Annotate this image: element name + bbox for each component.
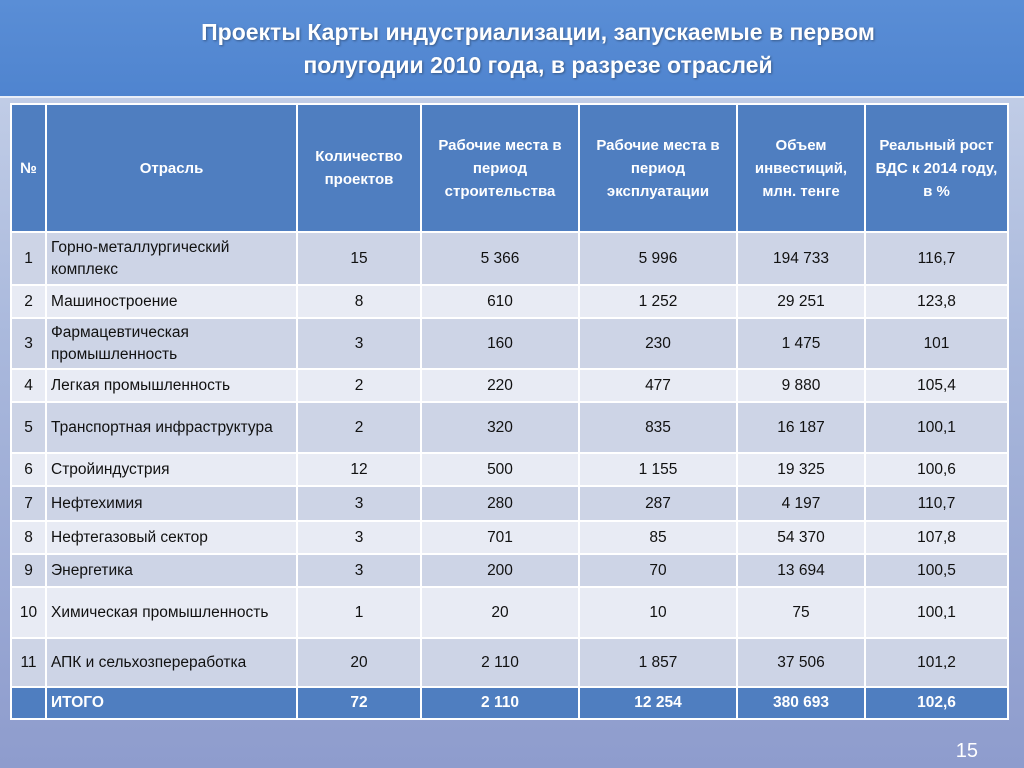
cell-num: 8 xyxy=(11,521,46,554)
total-jobs-operation: 12 254 xyxy=(579,687,737,719)
cell-projects: 3 xyxy=(297,521,421,554)
cell-num: 1 xyxy=(11,232,46,285)
cell-projects: 2 xyxy=(297,402,421,453)
cell-projects: 15 xyxy=(297,232,421,285)
cell-jobs-operation: 1 857 xyxy=(579,638,737,687)
cell-projects: 2 xyxy=(297,369,421,402)
header-jobs-construction: Рабочие места в период строительства xyxy=(421,104,579,232)
cell-sector: Энергетика xyxy=(46,554,297,587)
cell-gva-growth: 107,8 xyxy=(865,521,1008,554)
cell-jobs-construction: 5 366 xyxy=(421,232,579,285)
cell-investment: 1 475 xyxy=(737,318,865,369)
cell-sector: Фармацевтическая промышленность xyxy=(46,318,297,369)
cell-jobs-construction: 200 xyxy=(421,554,579,587)
cell-sector: Машиностроение xyxy=(46,285,297,318)
cell-gva-growth: 110,7 xyxy=(865,486,1008,521)
cell-gva-growth: 105,4 xyxy=(865,369,1008,402)
cell-sector: Легкая промышленность xyxy=(46,369,297,402)
table-header-row xyxy=(11,104,1008,232)
cell-investment: 4 197 xyxy=(737,486,865,521)
cell-gva-growth: 100,5 xyxy=(865,554,1008,587)
cell-jobs-operation: 1 155 xyxy=(579,453,737,486)
cell-sector: Нефтегазовый сектор xyxy=(46,521,297,554)
table-row xyxy=(11,318,1008,369)
cell-jobs-operation: 70 xyxy=(579,554,737,587)
cell-num: 10 xyxy=(11,587,46,638)
cell-sector: Транспортная инфраструктура xyxy=(46,402,297,453)
header-sector: Отрасль xyxy=(46,104,297,232)
cell-investment: 19 325 xyxy=(737,453,865,486)
cell-sector: Горно-металлургический комплекс xyxy=(46,232,297,285)
cell-gva-growth: 100,1 xyxy=(865,587,1008,638)
cell-projects: 8 xyxy=(297,285,421,318)
cell-projects: 3 xyxy=(297,318,421,369)
page-number: 15 xyxy=(955,740,978,762)
table-row xyxy=(11,638,1008,687)
total-investment: 380 693 xyxy=(737,687,865,719)
total-num-cell xyxy=(11,687,46,719)
table-row xyxy=(11,521,1008,554)
cell-projects: 12 xyxy=(297,453,421,486)
cell-num: 9 xyxy=(11,554,46,587)
cell-jobs-construction: 2 110 xyxy=(421,638,579,687)
total-projects: 72 xyxy=(297,687,421,719)
slide-title xyxy=(0,16,1024,82)
cell-jobs-construction: 320 xyxy=(421,402,579,453)
cell-num: 11 xyxy=(11,638,46,687)
cell-gva-growth: 100,1 xyxy=(865,402,1008,453)
cell-num: 7 xyxy=(11,486,46,521)
total-jobs-construction: 2 110 xyxy=(421,687,579,719)
cell-jobs-construction: 280 xyxy=(421,486,579,521)
cell-jobs-operation: 5 996 xyxy=(579,232,737,285)
industry-projects-table xyxy=(10,103,1009,720)
header-investment: Объем инвестиций, млн. тенге xyxy=(737,104,865,232)
cell-jobs-construction: 160 xyxy=(421,318,579,369)
cell-gva-growth: 101 xyxy=(865,318,1008,369)
header-gva-growth: Реальный рост ВДС к 2014 году, в % xyxy=(865,104,1008,232)
cell-jobs-construction: 610 xyxy=(421,285,579,318)
cell-jobs-operation: 835 xyxy=(579,402,737,453)
cell-jobs-operation: 230 xyxy=(579,318,737,369)
cell-investment: 54 370 xyxy=(737,521,865,554)
title-bar xyxy=(0,0,1024,98)
cell-num: 2 xyxy=(11,285,46,318)
cell-jobs-construction: 500 xyxy=(421,453,579,486)
cell-num: 4 xyxy=(11,369,46,402)
cell-projects: 3 xyxy=(297,486,421,521)
cell-jobs-construction: 20 xyxy=(421,587,579,638)
cell-gva-growth: 100,6 xyxy=(865,453,1008,486)
cell-sector: Нефтехимия xyxy=(46,486,297,521)
cell-jobs-operation: 477 xyxy=(579,369,737,402)
cell-investment: 75 xyxy=(737,587,865,638)
header-jobs-operation: Рабочие места в период эксплуатации xyxy=(579,104,737,232)
cell-num: 3 xyxy=(11,318,46,369)
header-num: № xyxy=(11,104,46,232)
cell-investment: 29 251 xyxy=(737,285,865,318)
cell-num: 5 xyxy=(11,402,46,453)
cell-jobs-operation: 85 xyxy=(579,521,737,554)
cell-jobs-construction: 701 xyxy=(421,521,579,554)
cell-sector: Стройиндустрия xyxy=(46,453,297,486)
table-row xyxy=(11,453,1008,486)
cell-projects: 20 xyxy=(297,638,421,687)
table-total-row xyxy=(11,687,1008,719)
cell-gva-growth: 116,7 xyxy=(865,232,1008,285)
table-row xyxy=(11,369,1008,402)
cell-jobs-operation: 1 252 xyxy=(579,285,737,318)
table-row xyxy=(11,402,1008,453)
cell-jobs-construction: 220 xyxy=(421,369,579,402)
header-projects: Количество проектов xyxy=(297,104,421,232)
cell-projects: 1 xyxy=(297,587,421,638)
cell-investment: 37 506 xyxy=(737,638,865,687)
cell-projects: 3 xyxy=(297,554,421,587)
table-row xyxy=(11,554,1008,587)
cell-gva-growth: 101,2 xyxy=(865,638,1008,687)
cell-investment: 9 880 xyxy=(737,369,865,402)
cell-jobs-operation: 287 xyxy=(579,486,737,521)
cell-gva-growth: 123,8 xyxy=(865,285,1008,318)
cell-investment: 194 733 xyxy=(737,232,865,285)
table-row xyxy=(11,232,1008,285)
cell-num: 6 xyxy=(11,453,46,486)
cell-sector: Химическая промышленность xyxy=(46,587,297,638)
total-label: ИТОГО xyxy=(46,687,297,719)
cell-investment: 13 694 xyxy=(737,554,865,587)
total-gva-growth: 102,6 xyxy=(865,687,1008,719)
slide-title-line-2: полугодии 2010 года, в разрезе отраслей xyxy=(303,52,773,78)
cell-jobs-operation: 10 xyxy=(579,587,737,638)
cell-investment: 16 187 xyxy=(737,402,865,453)
table-row xyxy=(11,285,1008,318)
table-row xyxy=(11,587,1008,638)
slide-title-line-1: Проекты Карты индустриализации, запускаемые в первом xyxy=(201,19,875,45)
table-row xyxy=(11,486,1008,521)
cell-sector: АПК и сельхозпереработка xyxy=(46,638,297,687)
